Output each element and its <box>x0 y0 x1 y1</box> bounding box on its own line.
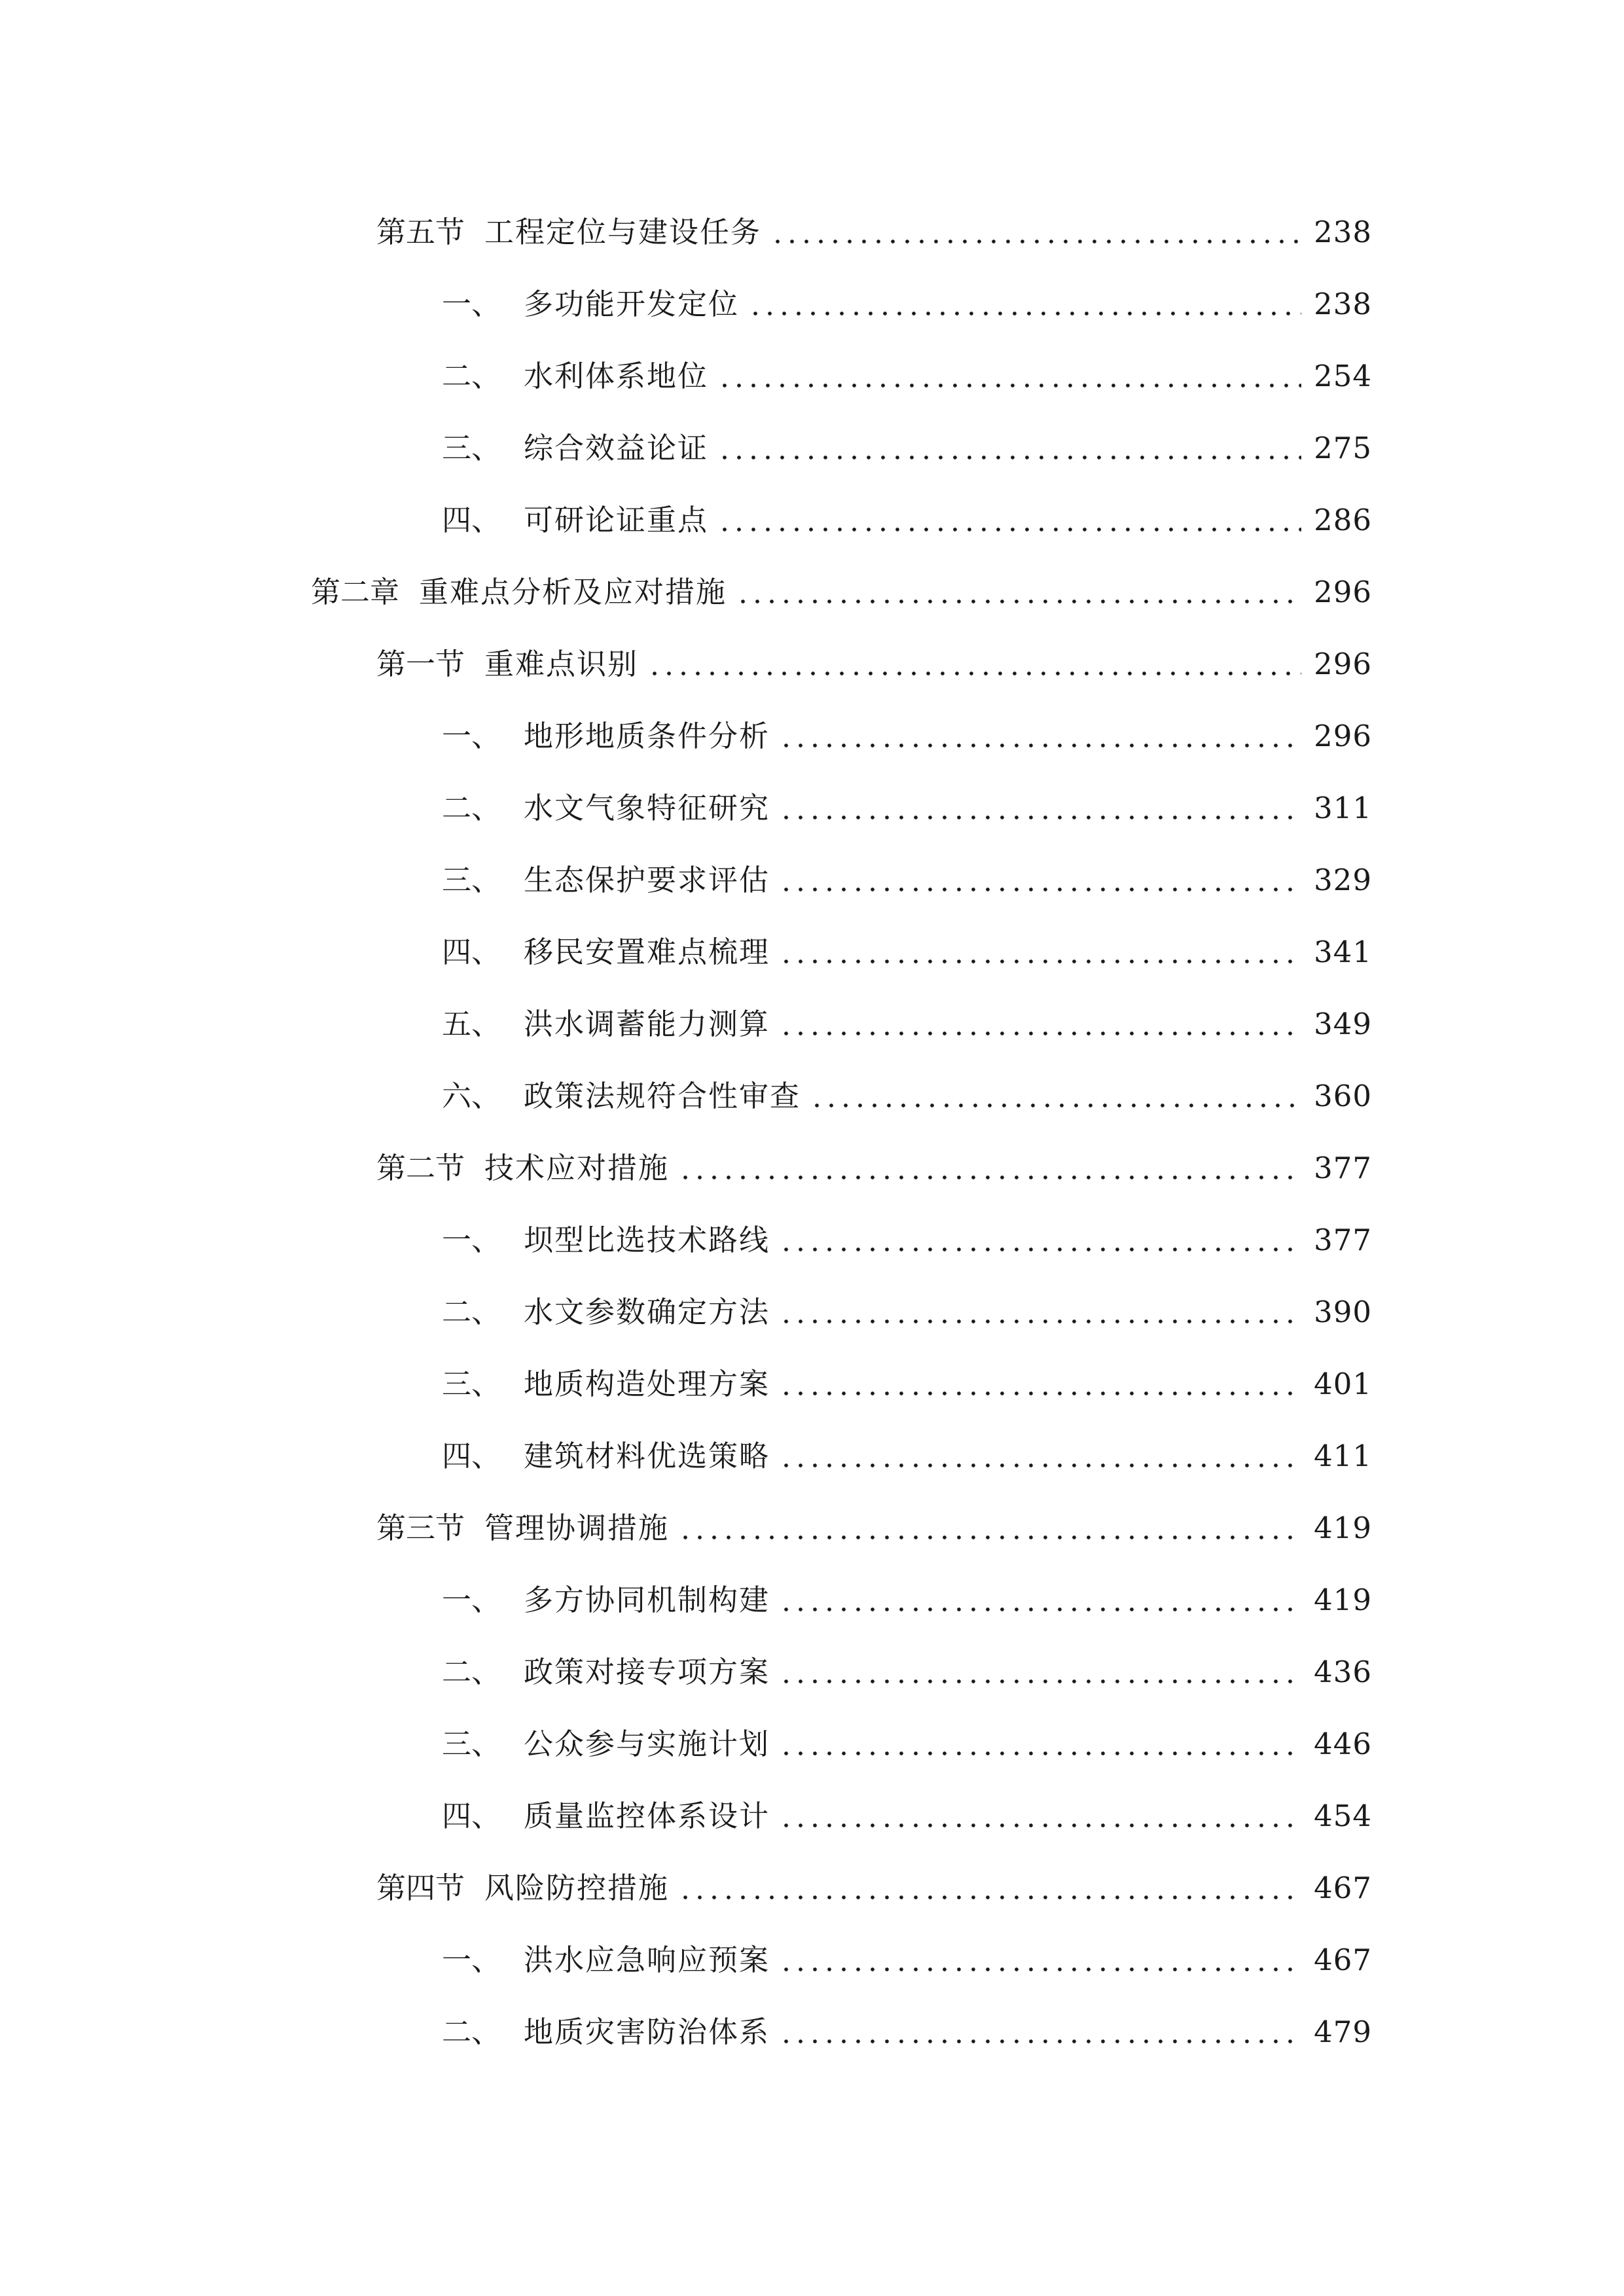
toc-entry-prefix: 三、 <box>442 863 501 897</box>
toc-entry-page-number: 419 <box>1314 1511 1372 1545</box>
toc-entry-prefix: 一、 <box>442 719 501 753</box>
toc-entry-page-number: 419 <box>1314 1583 1372 1617</box>
toc-entry-subsection[interactable] <box>0 1060 1624 1132</box>
toc-entry-page-number: 311 <box>1314 791 1372 825</box>
toc-entry-subsection[interactable] <box>0 1276 1624 1348</box>
dot-leader <box>647 672 1301 675</box>
toc-entry-page-number: 296 <box>1314 719 1372 753</box>
toc-entry-subsection[interactable] <box>0 988 1624 1060</box>
dot-leader <box>779 888 1301 891</box>
toc-entry-title: 水文参数确定方法 <box>524 1295 770 1329</box>
toc-entry-title: 政策对接专项方案 <box>524 1655 770 1689</box>
dot-leader <box>779 1607 1301 1611</box>
toc-entry-subsection[interactable] <box>0 772 1624 844</box>
dot-leader <box>779 1319 1301 1323</box>
dot-leader <box>678 1535 1301 1539</box>
toc-entry-prefix: 二、 <box>442 1655 501 1689</box>
dot-leader <box>779 1967 1301 1971</box>
toc-entry-title: 质量监控体系设计 <box>524 1799 770 1833</box>
toc-entry-subsection[interactable] <box>0 268 1624 340</box>
table-of-contents <box>0 196 1624 2068</box>
toc-entry-title: 管理协调措施 <box>484 1511 670 1545</box>
toc-entry-subsection[interactable] <box>0 412 1624 484</box>
toc-entry-prefix: 第五节 <box>376 215 465 249</box>
toc-entry-title: 可研论证重点 <box>524 503 709 537</box>
toc-entry-page-number: 349 <box>1314 1007 1372 1041</box>
toc-entry-page-number: 401 <box>1314 1367 1372 1401</box>
toc-entry-subsection[interactable] <box>0 1996 1624 2068</box>
dot-leader <box>810 1103 1301 1107</box>
toc-entry-title: 洪水调蓄能力测算 <box>524 1007 770 1041</box>
dot-leader <box>717 528 1301 531</box>
toc-entry-title: 水利体系地位 <box>524 359 709 393</box>
toc-entry-subsection[interactable] <box>0 700 1624 772</box>
toc-entry-prefix: 二、 <box>442 2015 501 2049</box>
toc-entry-title: 政策法规符合性审查 <box>524 1079 801 1113</box>
toc-entry-section[interactable] <box>0 1492 1624 1564</box>
dot-leader <box>717 456 1301 459</box>
toc-entry-title: 多方协同机制构建 <box>524 1583 770 1617</box>
dot-leader <box>779 960 1301 963</box>
toc-entry-page-number: 296 <box>1314 647 1372 681</box>
toc-entry-prefix: 二、 <box>442 1295 501 1329</box>
toc-entry-page-number: 454 <box>1314 1799 1372 1833</box>
dot-leader <box>779 816 1301 819</box>
toc-entry-page-number: 479 <box>1314 2015 1372 2049</box>
toc-entry-prefix: 五、 <box>442 1007 501 1041</box>
toc-entry-subsection[interactable] <box>0 340 1624 412</box>
dot-leader <box>779 1679 1301 1683</box>
toc-entry-prefix: 四、 <box>442 935 501 969</box>
toc-entry-page-number: 329 <box>1314 863 1372 897</box>
dot-leader <box>779 1463 1301 1467</box>
toc-entry-subsection[interactable] <box>0 1564 1624 1636</box>
toc-entry-subsection[interactable] <box>0 1204 1624 1276</box>
toc-entry-prefix: 三、 <box>442 1367 501 1401</box>
toc-entry-subsection[interactable] <box>0 844 1624 916</box>
toc-entry-page-number: 377 <box>1314 1223 1372 1257</box>
toc-entry-prefix: 第二章 <box>311 575 400 609</box>
toc-entry-prefix: 第三节 <box>376 1511 465 1545</box>
toc-entry-page-number: 341 <box>1314 935 1372 969</box>
toc-entry-section[interactable] <box>0 1132 1624 1204</box>
toc-entry-prefix: 六、 <box>442 1079 501 1113</box>
toc-entry-page-number: 275 <box>1314 431 1372 465</box>
toc-entry-title: 重难点分析及应对措施 <box>419 575 727 609</box>
toc-entry-title: 综合效益论证 <box>524 431 709 465</box>
toc-entry-title: 地质构造处理方案 <box>524 1367 770 1401</box>
toc-entry-subsection[interactable] <box>0 1780 1624 1852</box>
toc-entry-title: 生态保护要求评估 <box>524 863 770 897</box>
toc-entry-prefix: 第二节 <box>376 1151 465 1185</box>
toc-entry-prefix: 一、 <box>442 1223 501 1257</box>
toc-entry-prefix: 四、 <box>442 1799 501 1833</box>
toc-entry-title: 移民安置难点梳理 <box>524 935 770 969</box>
dot-leader <box>717 384 1301 387</box>
toc-entry-title: 工程定位与建设任务 <box>484 215 762 249</box>
toc-entry-prefix: 一、 <box>442 287 501 321</box>
toc-entry-page-number: 411 <box>1314 1439 1372 1473</box>
dot-leader <box>779 1391 1301 1395</box>
toc-entry-page-number: 238 <box>1314 215 1372 249</box>
toc-entry-chapter[interactable] <box>0 556 1624 628</box>
toc-entry-title: 洪水应急响应预案 <box>524 1943 770 1977</box>
toc-entry-page-number: 360 <box>1314 1079 1372 1113</box>
toc-entry-subsection[interactable] <box>0 484 1624 556</box>
toc-entry-page-number: 436 <box>1314 1655 1372 1689</box>
toc-entry-title: 公众参与实施计划 <box>524 1727 770 1761</box>
toc-entry-page-number: 286 <box>1314 503 1372 537</box>
toc-entry-page-number: 446 <box>1314 1727 1372 1761</box>
toc-entry-prefix: 四、 <box>442 1439 501 1473</box>
toc-entry-section[interactable] <box>0 196 1624 268</box>
toc-entry-prefix: 二、 <box>442 359 501 393</box>
toc-entry-page-number: 467 <box>1314 1871 1372 1905</box>
dot-leader <box>779 1751 1301 1755</box>
toc-entry-prefix: 三、 <box>442 431 501 465</box>
toc-entry-subsection[interactable] <box>0 1924 1624 1996</box>
toc-entry-title: 地形地质条件分析 <box>524 719 770 753</box>
toc-entry-page-number: 390 <box>1314 1295 1372 1329</box>
toc-entry-title: 多功能开发定位 <box>524 287 740 321</box>
dot-leader <box>678 1895 1301 1899</box>
dot-leader <box>779 1031 1301 1035</box>
dot-leader <box>678 1175 1301 1179</box>
toc-entry-prefix: 三、 <box>442 1727 501 1761</box>
toc-entry-prefix: 一、 <box>442 1943 501 1977</box>
toc-entry-subsection[interactable] <box>0 1420 1624 1492</box>
toc-entry-title: 建筑材料优选策略 <box>524 1439 770 1473</box>
toc-entry-page-number: 254 <box>1314 359 1372 393</box>
dot-leader <box>770 240 1301 243</box>
toc-entry-prefix: 四、 <box>442 503 501 537</box>
dot-leader <box>779 2039 1301 2043</box>
toc-entry-title: 坝型比选技术路线 <box>524 1223 770 1257</box>
toc-entry-section[interactable] <box>0 628 1624 700</box>
toc-entry-title: 技术应对措施 <box>484 1151 670 1185</box>
toc-entry-page-number: 296 <box>1314 575 1372 609</box>
toc-entry-subsection[interactable] <box>0 916 1624 988</box>
dot-leader <box>779 1247 1301 1251</box>
toc-entry-page-number: 467 <box>1314 1943 1372 1977</box>
dot-leader <box>736 600 1301 603</box>
dot-leader <box>779 744 1301 747</box>
toc-entry-title: 地质灾害防治体系 <box>524 2015 770 2049</box>
dot-leader <box>748 312 1301 315</box>
toc-entry-prefix: 二、 <box>442 791 501 825</box>
toc-entry-page-number: 377 <box>1314 1151 1372 1185</box>
toc-entry-subsection[interactable] <box>0 1636 1624 1708</box>
dot-leader <box>779 1823 1301 1827</box>
toc-entry-prefix: 第一节 <box>376 647 465 681</box>
toc-entry-page-number: 238 <box>1314 287 1372 321</box>
toc-entry-title: 水文气象特征研究 <box>524 791 770 825</box>
toc-entry-subsection[interactable] <box>0 1708 1624 1780</box>
toc-entry-prefix: 一、 <box>442 1583 501 1617</box>
toc-entry-subsection[interactable] <box>0 1348 1624 1420</box>
toc-entry-title: 风险防控措施 <box>484 1871 670 1905</box>
toc-entry-prefix: 第四节 <box>376 1871 465 1905</box>
toc-entry-title: 重难点识别 <box>484 647 639 681</box>
toc-entry-section[interactable] <box>0 1852 1624 1924</box>
